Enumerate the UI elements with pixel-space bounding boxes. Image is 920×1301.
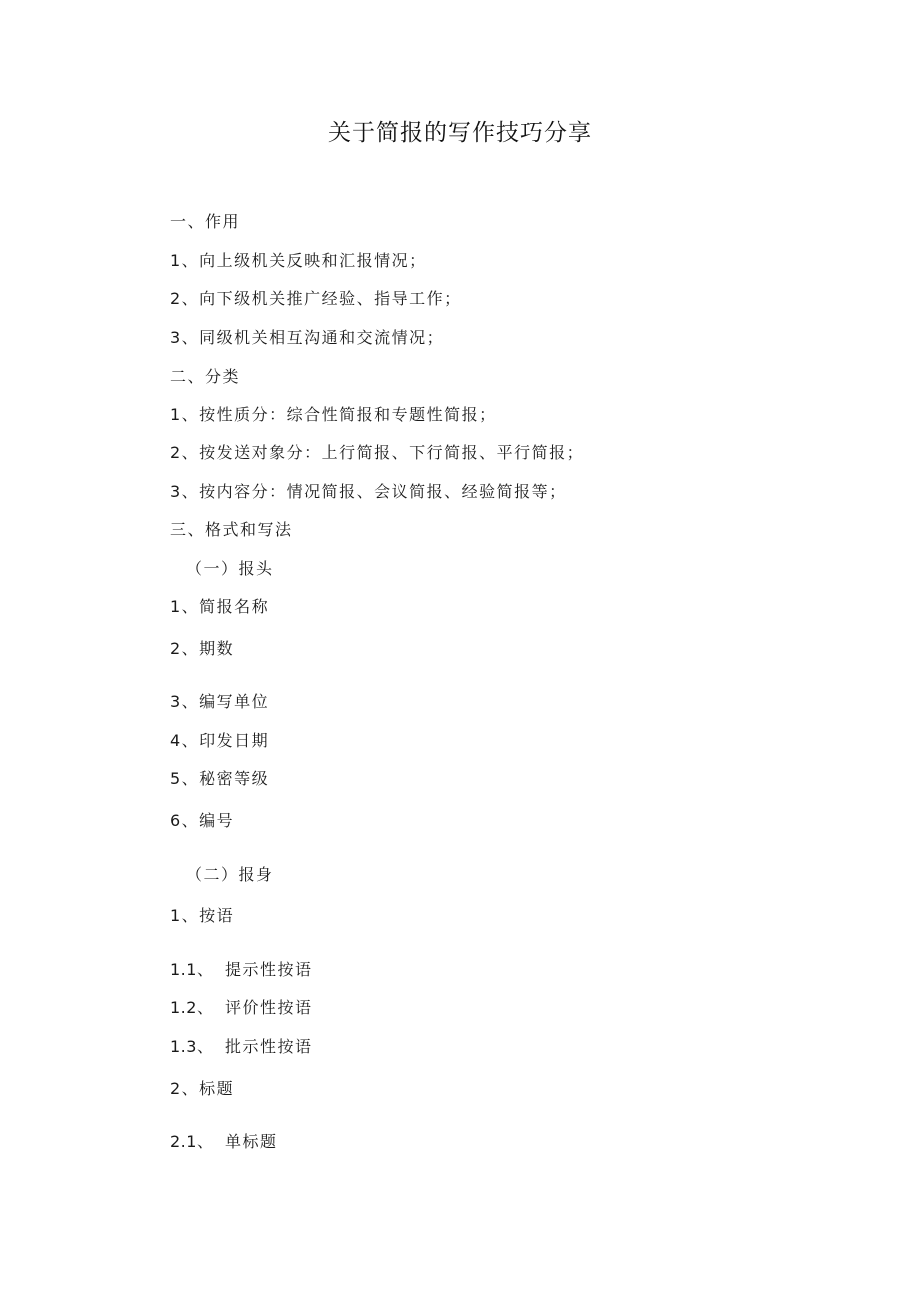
list-item: 3、编写单位 [170,692,270,711]
heading-function: 一、作用 [170,212,241,231]
list-item: 2、向下级机关推广经验、指导工作； [170,289,462,308]
list-item: 1、简报名称 [170,597,270,616]
list-item [170,958,313,982]
list-item: 2、按发送对象分：上行简报、下行简报、平行简报； [170,443,585,462]
item-text: 提示性按语 [225,960,313,979]
item-number: 1.3、 [170,1037,214,1056]
list-item [170,996,313,1020]
item-number: 2.1、 [170,1132,214,1151]
list-item [170,1130,278,1154]
list-item: 1、按语 [170,906,235,925]
list-item: 6、编号 [170,811,235,830]
list-item: 1、向上级机关反映和汇报情况； [170,251,427,270]
list-item [170,1035,313,1059]
list-item: 2、标题 [170,1079,235,1098]
subheading-masthead: （一）报头 [186,559,274,578]
list-item: 3、按内容分：情况简报、会议简报、经验简报等； [170,482,567,501]
page-title: 关于简报的写作技巧分享 [328,120,592,146]
item-number: 1.2、 [170,998,214,1017]
subheading-body: （二）报身 [186,865,274,884]
heading-classification: 二、分类 [170,367,241,386]
heading-format: 三、格式和写法 [170,520,293,539]
list-item: 4、印发日期 [170,731,270,750]
item-number: 1.1、 [170,960,214,979]
list-item: 2、期数 [170,639,235,658]
list-item: 3、同级机关相互沟通和交流情况； [170,328,445,347]
list-item: 5、秘密等级 [170,769,270,788]
item-text: 单标题 [225,1132,278,1151]
item-text: 评价性按语 [225,998,313,1017]
list-item: 1、按性质分：综合性简报和专题性简报； [170,405,497,424]
item-text: 批示性按语 [225,1037,313,1056]
